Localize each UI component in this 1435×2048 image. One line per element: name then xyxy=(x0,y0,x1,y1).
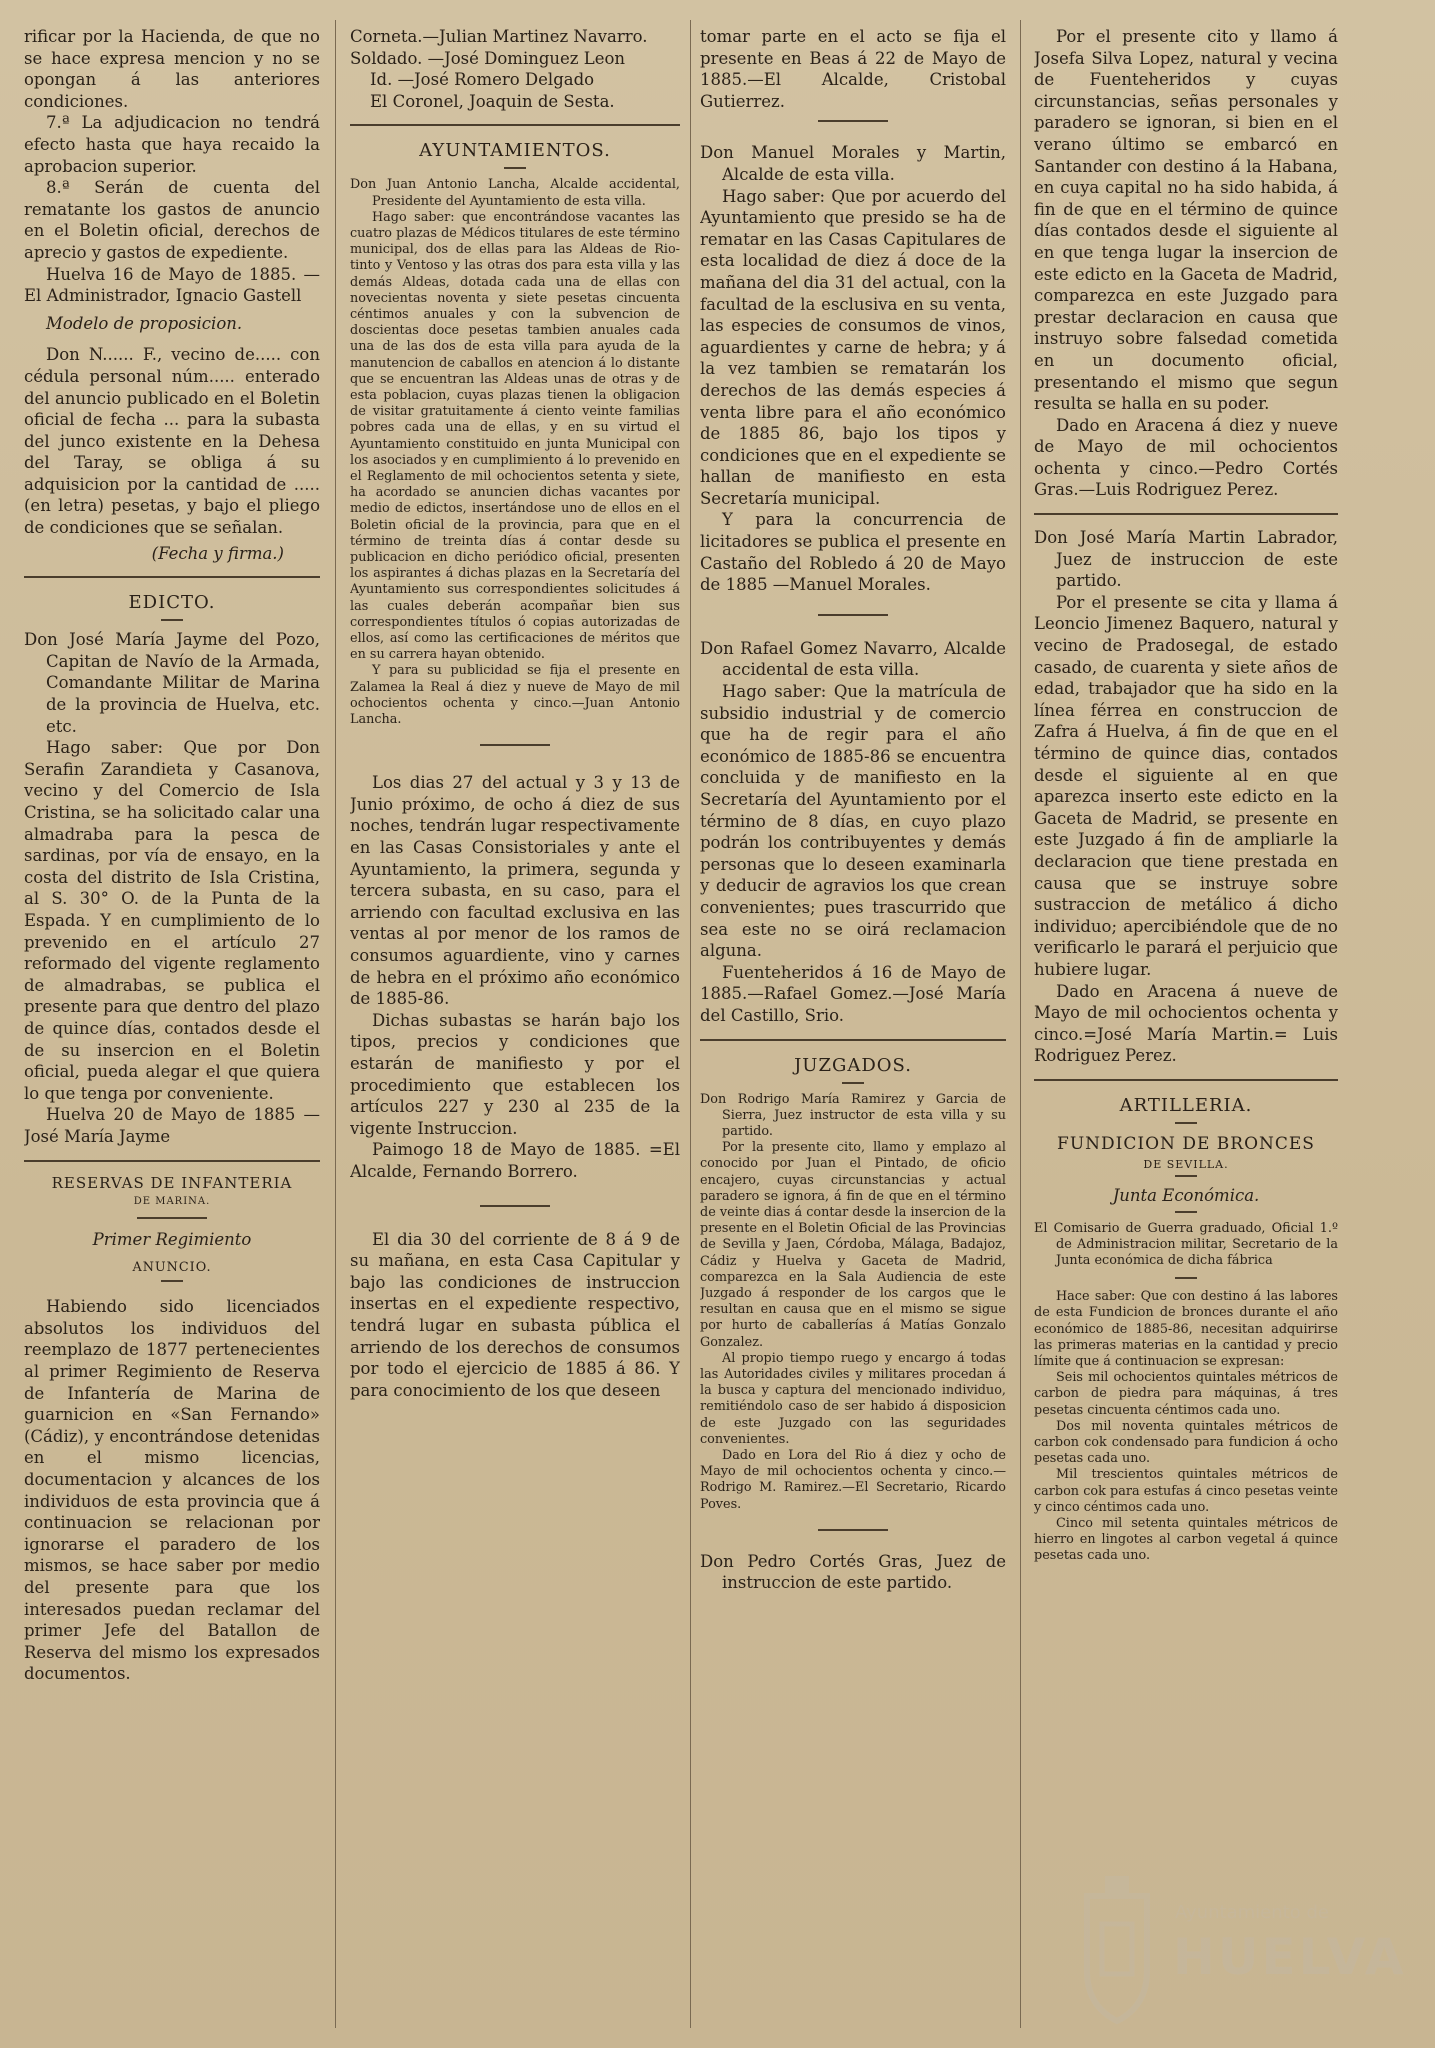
watermark-top-text: Ayuntamiento de xyxy=(1175,1902,1329,1923)
comisario-header: El Comisario de Guerra graduado, Oficial 1.º de Administracion militar, Secretario de la Junta económica de dicha fábrica xyxy=(1034,1220,1338,1268)
paimogo-firma: Paimogo 18 de Mayo de 1885. =El Alcalde, Fernando Borrero. xyxy=(350,1140,680,1181)
materia-item-1: Seis mil ochocientos quintales métricos de carbon de piedra para máquinas, á tres pesetas cincuenta céntimos cada uno. xyxy=(1034,1370,1338,1418)
archive-watermark xyxy=(1077,1870,1407,2030)
column-divider xyxy=(335,20,336,2028)
lancha-firma: Y para su publicidad se fija el presente en Zalamea la Real á diez y nueve de Mayo de mil ochocientos ochenta y cinco.—Juan Antonio Lancha. xyxy=(350,663,680,728)
fecha-firma: (Fecha y firma.) xyxy=(151,543,284,563)
edicto-title: EDICTO. xyxy=(128,592,216,614)
gomez-body: Hago saber: Que la matrícula de subsidio industrial y de comercio que ha de regir para el año económico de 1885-86 se encuentra concluida y de manifiesto en la Secretaría del Ayuntamiento por el término de 8 días, en cuyo plazo podrán los contribuyentes y demás personas que lo deseen examinarla y deducir de agravios los que crean convenientes; pues trascurrido que sea este no se oirá reclamacion alguna. xyxy=(700,682,1006,961)
junta-title: Junta Económica. xyxy=(1112,1185,1260,1205)
section-rule xyxy=(700,1039,1006,1041)
id-line: Id. —José Romero Delgado xyxy=(370,70,595,90)
beas-firma: tomar parte en el acto se fija el presente en Beas á 22 de Mayo de 1885.—El Alcalde, Cristobal Gutierrez. xyxy=(700,27,1006,111)
fundicion-title: FUNDICION DE BRONCES xyxy=(1057,1133,1315,1154)
section-rule xyxy=(24,576,320,578)
artilleria-title: ARTILLERIA. xyxy=(1119,1094,1253,1116)
materia-item-2: Dos mil noventa quintales métricos de carbon cok condensado para fundicion á ocho pesetas cada uno. xyxy=(1034,1418,1338,1467)
cortes-body: Por el presente cito y llamo á Josefa Silva Lopez, natural y vecina de Fuenteheridos y cuyas circunstancias, señas personales y paradero se ignoran, si bien en el verano último se embarcó en Santander con destino á la Habana, en cuya capital no ha sido habida, á fin de que en el término de quince días contados desde el siguiente al en que tenga lugar la insercion de este edicto en la Gaceta de Madrid, comparezca en este Juzgado para prestar declaracion en causa que instruyo sobre falsedad cometida en un documento oficial, presentando el mismo que segun resulta se halla en su poder. xyxy=(1034,27,1338,414)
materia-item-3: Mil trescientos quintales métricos de carbon cok para estufas á cinco pesetas veinte y cinco céntimos cada uno. xyxy=(1034,1467,1338,1515)
column-1 xyxy=(24,26,320,2028)
ramirez-body: Por la presente cito, llamo y emplazo al conocido por Juan el Pintado, de oficio encajero, cuyas circunstancias y actual paradero se ignora, á fin de que en el término de veinte dias á contar desde la insercion de la presente en el Boletin Oficial de las Provincias de Sevilla y Jaen, Córdoba, Málaga, Badajoz, Cádiz y Huelva y Gaceta de Madrid, comparezca en la Sala Audiencia de este Juzgado á responder de los cargos que le resultan en causa que en el mismo se sigue por hurto de caballerías á Matías Gonzalo Gonzalez. xyxy=(700,1140,1006,1350)
juzgados-title: JUZGADOS. xyxy=(794,1054,912,1076)
edicto-body: Hago saber: Que por Don Serafin Zarandieta y Casanova, vecino y del Comercio de Isla Cristina, se ha solicitado calar una almadraba para la pesca de sardinas, por vía de ensayo, en la costa del distrito de Isla Cristina, al S. 30° O. de la Punta de la Espada. Y en cumplimiento de lo prevenido en el artículo 27 reformado del vigente reglamento de almadrabas, se publica el presente para que dentro del plazo de quince días, contados desde el de su insercion en el Boletin oficial, pueda alegar el que quiera lo que tenga por conveniente. xyxy=(24,738,320,1103)
modelo-text: Don N...... F., vecino de..... con cédula personal núm..... enterado del anuncio publicado en el Boletin oficial de fecha ... para la subasta del junco existente en la Dehesa del Taray, se obliga á su adquisicion por la cantidad de ..... (en letra) pesetas, y bajo el pliego de condiciones que se señalan. xyxy=(24,345,320,538)
paimogo-body: Los dias 27 del actual y 3 y 13 de Junio próximo, de ocho á diez de sus noches, tendrán lugar respectivamente en las Casas Consistoriales y ante el Ayuntamiento, la primera, segunda y tercera subasta, en su caso, para el arriendo con facultad exclusiva en las ventas al por menor de los ramos de consumos aguardiente, vino y carnes de hebra en el próximo año económico de 1885-86. xyxy=(350,773,680,1009)
morales-firma: Y para la concurrencia de licitadores se publica el presente en Castaño del Robledo á 20 de Mayo de 1885 —Manuel Morales. xyxy=(700,510,1006,595)
martin-firma: Dado en Aracena á nueve de Mayo de mil ochocientos ochenta y cinco.=José María Martin.= Luis Rodriguez Perez. xyxy=(1034,981,1338,1066)
ayuntamientos-title: AYUNTAMIENTOS. xyxy=(419,140,611,162)
cortes-firma: Dado en Aracena á diez y nueve de Mayo de mil ochocientos ochenta y cinco.—Pedro Cortés Gras.—Luis Rodriguez Perez. xyxy=(1034,415,1338,500)
martin-body: Por el presente se cita y llama á Leoncio Jimenez Baquero, natural y vecino de Pradosegal, de estado casado, de cuarenta y siete años de edad, trabajador que ha sido en la línea férrea en construccion de Zafra á Huelva, á fin de que en el término de quince dias, contados desde el siguiente al en que aparezca inserto este edicto en la Gaceta de Madrid, se presente en este Juzgado á fin de ampliarle la declaracion que tiene prestada en causa que se instruye sobre sustraccion de metálico á dicho individuo; apercibiéndole que de no verificarlo le parará el perjuicio que hubiere lugar. xyxy=(1034,592,1338,979)
anuncio-label: ANUNCIO. xyxy=(132,1260,212,1276)
column-divider xyxy=(1020,20,1021,2028)
edicto-firma: Huelva 20 de Mayo de 1885 —José María Jayme xyxy=(24,1105,320,1146)
corneta-line: Corneta.—Julian Martinez Navarro. xyxy=(350,27,648,46)
shield-icon xyxy=(1077,1876,1157,2026)
column-divider xyxy=(690,20,691,2028)
cortes-header: Don Pedro Cortés Gras, Juez de instruccion de este partido. xyxy=(700,1551,1006,1593)
morales-body: Hago saber: Que por acuerdo del Ayuntamiento que presido se ha de rematar en las Casas Capitulares de esta localidad de diez á doce de la mañana del dia 31 del actual, con la facultad de la esclusiva en su venta, las especies de consumos de vinos, aguardientes y carne de hebra; y á la vez tambien se rematarán los derechos de las demás especies á venta libre para el año económico de 1885 86, bajo los tipos y condiciones que en el expediente se hallan de manifiesto en esta Secretaría municipal. xyxy=(700,186,1006,508)
reservas-title: RESERVAS DE INFANTERIA xyxy=(51,1173,293,1192)
gomez-header: Don Rafael Gomez Navarro, Alcalde accidental de esta villa. xyxy=(700,638,1006,680)
fundicion-subtitle: DE SEVILLA. xyxy=(1143,1157,1229,1171)
section-rule xyxy=(24,1160,320,1162)
edicto-header: Don José María Jayme del Pozo, Capitan de Navío de la Armada, Comandante Militar de Marina de la provincia de Huelva, etc. etc. xyxy=(24,630,320,736)
soldado-line: Soldado. —José Dominguez Leon xyxy=(350,48,626,68)
gomez-firma: Fuenteheridos á 16 de Mayo de 1885.—Rafael Gomez.—José María del Castillo, Srio. xyxy=(700,962,1006,1025)
subasta-date: Huelva 16 de Mayo de 1885. —El Administrador, Ignacio Gastell xyxy=(24,264,320,306)
section-rule xyxy=(350,124,680,126)
modelo-title: Modelo de proposicion. xyxy=(46,313,243,333)
ramirez-firma: Dado en Lora del Rio á diez y ocho de Mayo de mil ochocientos ochenta y cinco.—Rodrigo M. Ramirez.—El Secretario, Ricardo Poves. xyxy=(700,1448,1006,1512)
beas-body: El dia 30 del corriente de 8 á 9 de su mañana, en esta Casa Capitular y bajo las condiciones de instruccion insertas en el expediente respectivo, tendrá lugar en subasta pública el arriendo de los derechos de consumos por todo el ejercicio de 1885 á 86. Y para conocimiento de los que deseen xyxy=(350,1229,680,1400)
lancha-header: Don Juan Antonio Lancha, Alcalde accidental, Presidente del Ayuntamiento de esta villa. xyxy=(350,177,680,209)
watermark-main-text: HUELVA xyxy=(1173,1928,1407,1986)
anuncio-body: Habiendo sido licenciados absolutos los individuos del reemplazo de 1877 pertenecientes al primer Regimiento de Reserva de Infantería de Marina de guarnicion en «San Fernando» (Cádiz), y encontrándose detenidas en el mismo licencias, documentacion y alcances de los individuos de esta provincia que á continuacion se relacionan por ignorarse el paradero de los mismos, se hace saber por medio del presente para que los interesados puedan reclamar del primer Jefe del Batallon de Reserva del mismo los expresados documentos. xyxy=(24,1297,320,1684)
hace-saber-text: Hace saber: Que con destino á las labores de esta Fundicion de bronces durante el año económico de 1885-86, necesitan adquirirse las primeras materias en la cantidad y precio límite que á continuacion se expresan: xyxy=(1034,1289,1338,1369)
gastos-text: 8.ª Serán de cuenta del rematante los gastos de anuncio en el Boletin oficial, derechos de aprecio y gastos de expediente. xyxy=(24,178,320,262)
ramirez-ruego: Al propio tiempo ruego y encargo á todas las Autoridades civiles y militares procedan á la busca y captura del mencionado individuo, remitiéndolo caso de ser habido á disposicion de este Juzgado con las seguridades convenientes. xyxy=(700,1350,1006,1447)
coronel-line: El Coronel, Joaquin de Sesta. xyxy=(370,91,615,111)
section-rule xyxy=(1034,513,1338,515)
section-rule xyxy=(1034,1079,1338,1081)
morales-header: Don Manuel Morales y Martin, Alcalde de esta villa. xyxy=(700,143,1006,184)
reservas-subtitle: DE MARINA. xyxy=(133,1195,211,1207)
column-4 xyxy=(1034,26,1338,2028)
materia-item-4: Cinco mil setenta quintales métricos de hierro en lingotes al carbon vegetal á quince pesetas cada uno. xyxy=(1034,1515,1338,1564)
paimogo-tipos: Dichas subastas se harán bajo los tipos, precios y condiciones que estarán de manifiesto y por el procedimiento que establecen los artículos 227 y 230 al 235 de la vigente Instruccion. xyxy=(350,1010,680,1138)
ramirez-header: Don Rodrigo María Ramirez y Garcia de Sierra, Juez instructor de esta villa y su partido. xyxy=(700,1091,1006,1139)
column-2 xyxy=(350,26,680,2028)
column-3 xyxy=(700,26,1006,2028)
regimiento-title: Primer Regimiento xyxy=(92,1229,252,1249)
adjudicacion-text: 7.ª La adjudicacion no tendrá efecto hasta que haya recaido la aprobacion superior. xyxy=(24,113,320,176)
hacienda-text: rificar por la Hacienda, de que no se hace expresa mencion y no se opongan á las anteriores condiciones. xyxy=(24,27,320,111)
martin-header: Don José María Martin Labrador, Juez de instruccion de este partido. xyxy=(1034,528,1338,591)
lancha-body: Hago saber: que encontrándose vacantes las cuatro plazas de Médicos titulares de este término municipal, dos de ellas para las Aldeas de Rio-tinto y Ventoso y las otras dos para esta villa y las demás Aldeas, dotada cada una de ellas con novecientas noventa y siete pesetas cincuenta céntimos anuales y con la subvencion de doscientas doce pesetas tambien anuales cada una de las dos de esta villa para ayuda de la manutencion de caballos en atencion á lo distante que se encuentran las Aldeas unas de otras y de esta poblacion, cuyas plazas tienen la obligacion de visitar gratuitamente á ciento veinte familias pobres cada una de ellas, y en su virtud el Ayuntamiento constituido en junta Municipal con los asociados y en cumplimiento á lo prevenido en el Reglamento de mil ochocientos setenta y siete, ha acordado se anuncien dichas vacantes por medio de edictos, insertándose uno de ellos en el Boletin oficial de la provincia, para que en el término de treinta días á contar desde su publicacion en dicho periódico oficial, presenten los aspirantes á dichas plazas en la Secretaría del Ayuntamiento sus correspondientes solicitudes á las cuales deberán acompañar bien sus correspondientes títulos ó copias autorizadas de ellos, así como las certificaciones de méritos que en su carrera hayan obtenido. xyxy=(350,209,680,663)
